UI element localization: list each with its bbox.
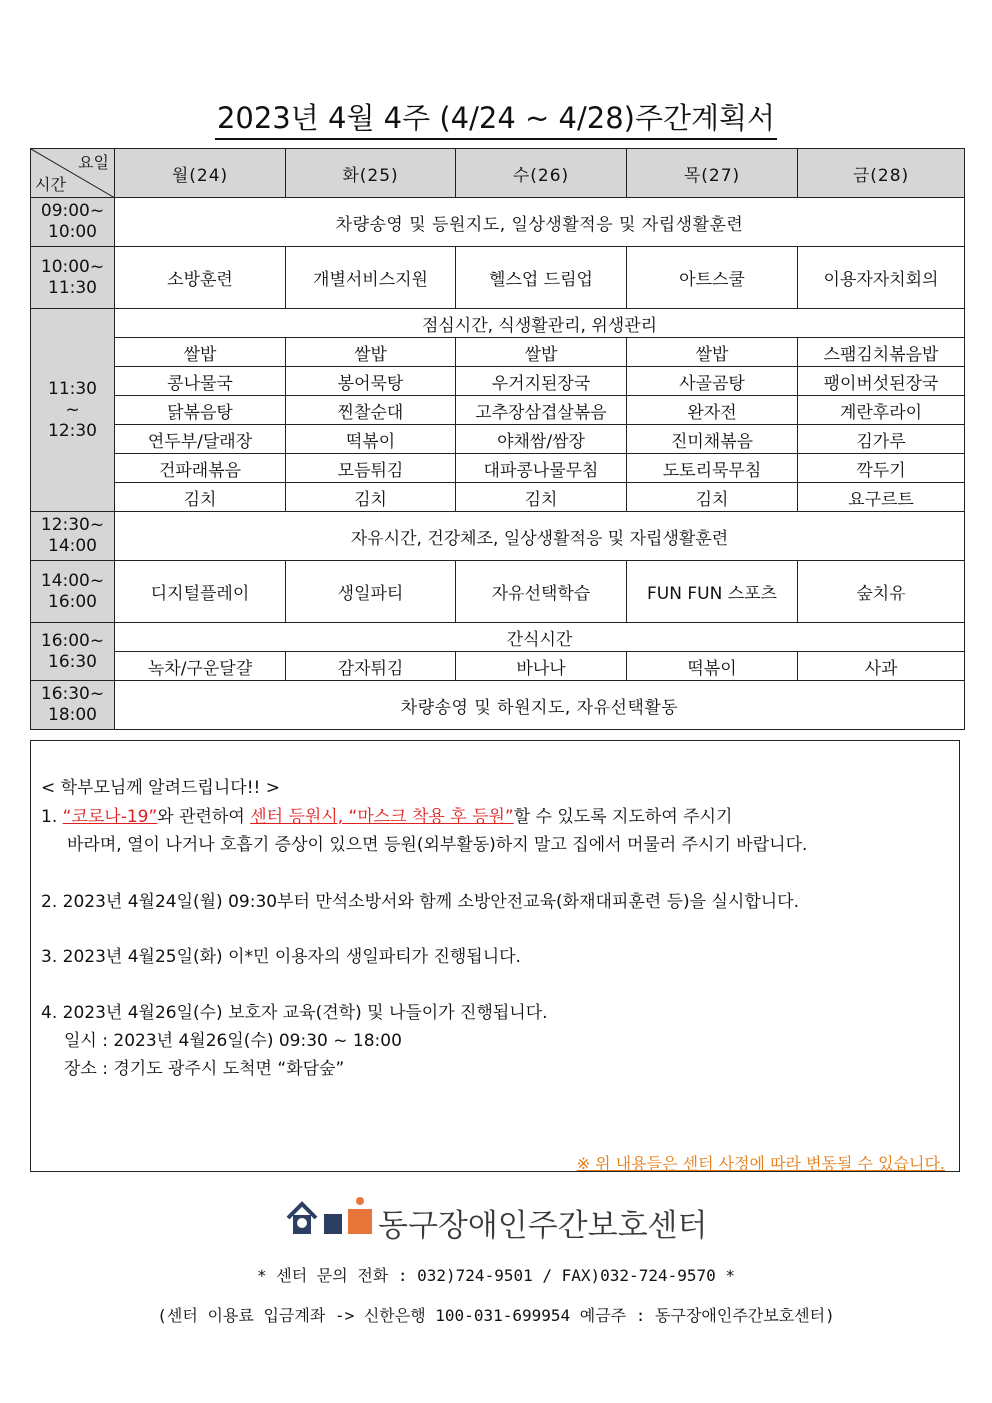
contact-info: * 센터 문의 전화 : 032)724-9501 / FAX)032-724-9570 * <box>256 1266 736 1285</box>
notice-item-4-place: 장소 : 경기도 광주시 도척면 “화담숲” <box>64 1059 345 1079</box>
menu-item: 떡볶이 <box>286 425 456 454</box>
program-mon: 소방훈련 <box>115 247 286 309</box>
menu-item: 팽이버섯된장국 <box>798 367 965 396</box>
menu-item: 쌀밥 <box>286 338 456 367</box>
menu-item: 깍두기 <box>798 454 965 483</box>
notice-item-1: 1. “코로나-19”와 관련하여 센터 등원시, “마스크 착용 후 등원”할 수 있도록 지도하여 주시기 <box>41 807 733 827</box>
menu-item: 계란후라이 <box>798 396 965 425</box>
corner-day-label: 요일 <box>78 153 109 172</box>
menu-item: 모듬튀김 <box>286 454 456 483</box>
program-tue: 생일파티 <box>286 561 456 623</box>
center-logo-mark <box>286 1196 376 1240</box>
notice-item-2: 2. 2023년 4월24일(월) 09:30부터 만석소방서와 함께 소방안전교육(화재대피훈련 등)을 실시합니다. <box>41 892 800 912</box>
menu-item: 쌀밥 <box>456 338 627 367</box>
lunch-header: 점심시간, 식생활관리, 위생관리 <box>115 309 965 338</box>
menu-item: 도토리묵무침 <box>627 454 798 483</box>
program-wed: 헬스업 드림업 <box>456 247 627 309</box>
corner-time-label: 시간 <box>35 175 66 194</box>
page-title: 2023년 4월 4주 (4/24 ~ 4/28)주간계획서 <box>0 96 992 137</box>
day-header-tue: 화(25) <box>286 149 456 198</box>
notice-item-4: 4. 2023년 4월26일(수) 보호자 교육(견학) 및 나들이가 진행됩니다. <box>41 1003 548 1023</box>
day-header-thu: 목(27) <box>627 149 798 198</box>
snack-item: 바나나 <box>456 652 627 681</box>
parent-notice-box <box>30 740 960 1172</box>
day-header-wed: 수(26) <box>456 149 627 198</box>
menu-item: 김치 <box>627 483 798 512</box>
menu-item: 대파콩나물무침 <box>456 454 627 483</box>
menu-item: 고추장삼겹살볶음 <box>456 396 627 425</box>
program-fri: 이용자자치회의 <box>798 247 965 309</box>
program-tue: 개별서비스지원 <box>286 247 456 309</box>
weekly-schedule-table <box>30 148 965 730</box>
activity-1630: 차량송영 및 하원지도, 자유선택활동 <box>115 681 965 730</box>
notice-item-4-date: 일시 : 2023년 4월26일(수) 09:30 ~ 18:00 <box>64 1031 402 1051</box>
menu-item: 건파래볶음 <box>115 454 286 483</box>
program-thu: FUN FUN 스포츠 <box>627 561 798 623</box>
menu-item: 우거지된장국 <box>456 367 627 396</box>
snack-header: 간식시간 <box>115 623 965 652</box>
menu-item: 김치 <box>286 483 456 512</box>
snack-item: 떡볶이 <box>627 652 798 681</box>
time-cell-0900: 09:00~ 10:00 <box>31 198 115 247</box>
activity-1230: 자유시간, 건강체조, 일상생활적응 및 자립생활훈련 <box>115 512 965 561</box>
menu-item: 스팸김치볶음밥 <box>798 338 965 367</box>
menu-item: 쌀밥 <box>115 338 286 367</box>
menu-item: 닭볶음탕 <box>115 396 286 425</box>
change-disclaimer: ※ 위 내용들은 센터 사정에 따라 변동될 수 있습니다. <box>576 1154 945 1173</box>
program-thu: 아트스쿨 <box>627 247 798 309</box>
menu-item: 완자전 <box>627 396 798 425</box>
time-cell-1130: 11:30 ~ 12:30 <box>31 309 115 512</box>
time-cell-1230: 12:30~ 14:00 <box>31 512 115 561</box>
menu-item: 김가루 <box>798 425 965 454</box>
day-header-fri: 금(28) <box>798 149 965 198</box>
day-header-mon: 월(24) <box>115 149 286 198</box>
program-wed: 자유선택학습 <box>456 561 627 623</box>
snack-item: 사과 <box>798 652 965 681</box>
menu-item: 봉어묵탕 <box>286 367 456 396</box>
menu-item: 야채쌈/쌈장 <box>456 425 627 454</box>
menu-item: 김치 <box>115 483 286 512</box>
program-mon: 디지털플레이 <box>115 561 286 623</box>
menu-item: 사골곰탕 <box>627 367 798 396</box>
menu-item: 연두부/달래장 <box>115 425 286 454</box>
snack-item: 감자튀김 <box>286 652 456 681</box>
time-cell-1000: 10:00~ 11:30 <box>31 247 115 309</box>
snack-item: 녹차/구운달걀 <box>115 652 286 681</box>
notice-item-3: 3. 2023년 4월25일(화) 이*민 이용자의 생일파티가 진행됩니다. <box>41 947 521 967</box>
notice-item-1-line2: 바라며, 열이 나거나 호흡기 증상이 있으면 등원(외부활동)하지 말고 집에서 머물러 주시기 바랍니다. <box>67 835 808 855</box>
center-logo <box>286 1196 726 1246</box>
time-cell-1400: 14:00~ 16:00 <box>31 561 115 623</box>
program-fri: 숲치유 <box>798 561 965 623</box>
menu-item: 진미채볶음 <box>627 425 798 454</box>
center-name: 동구장애인주간보호센터 <box>378 1208 708 1244</box>
menu-item: 쌀밥 <box>627 338 798 367</box>
menu-item: 김치 <box>456 483 627 512</box>
menu-item: 찐찰순대 <box>286 396 456 425</box>
time-cell-1600: 16:00~ 16:30 <box>31 623 115 681</box>
notice-heading: < 학부모님께 알려드립니다!! > <box>41 778 280 798</box>
menu-item: 콩나물국 <box>115 367 286 396</box>
table-corner <box>31 149 115 198</box>
account-info: (센터 이용료 입금계좌 -> 신한은행 100-031-699954 예금주 : 동구장애인주간보호센터) <box>157 1306 835 1325</box>
menu-item: 요구르트 <box>798 483 965 512</box>
time-cell-1630: 16:30~ 18:00 <box>31 681 115 730</box>
activity-0900: 차량송영 및 등원지도, 일상생활적응 및 자립생활훈련 <box>115 198 965 247</box>
